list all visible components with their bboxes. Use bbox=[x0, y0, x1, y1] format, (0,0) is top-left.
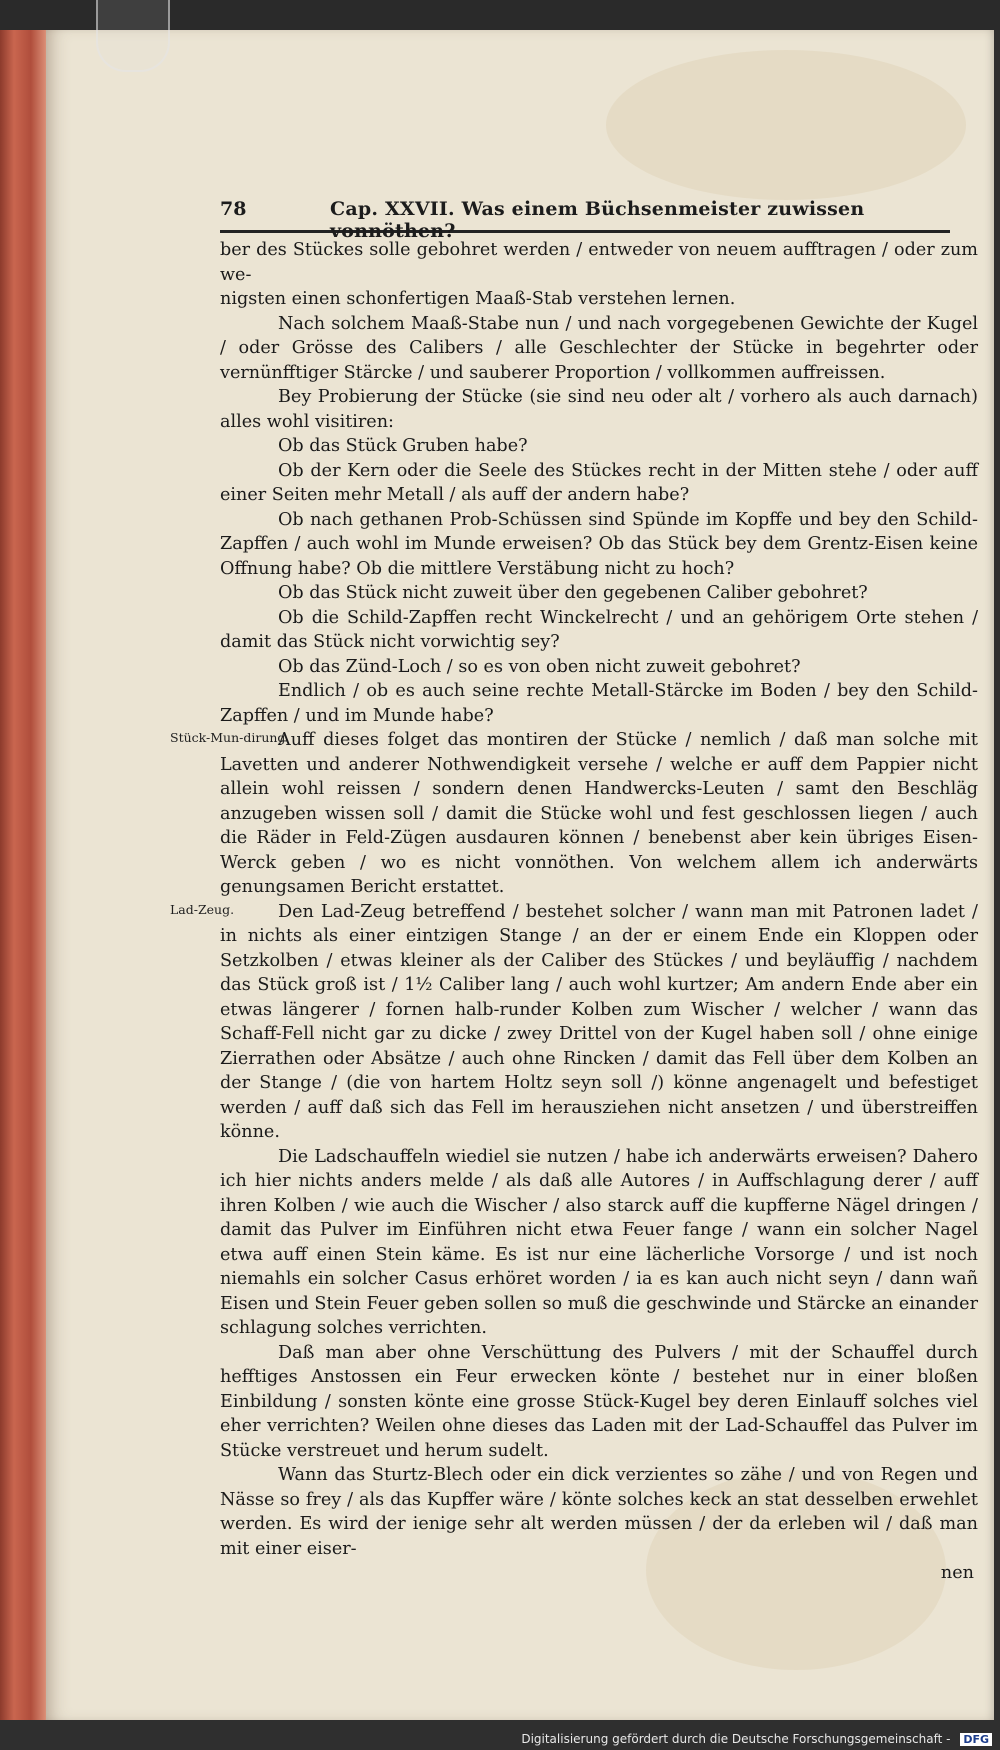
margin-note: Stück-Mun-dirung. bbox=[170, 730, 290, 745]
body-text bbox=[170, 238, 978, 1586]
running-head: Cap. XXVII. Was einem Büchsenmeister zuwissen vonnöthen? bbox=[330, 198, 865, 242]
page-clip bbox=[96, 0, 170, 72]
question-line: Ob das Zünd-Loch / so es von oben nicht zuweit gebohret? bbox=[278, 656, 801, 677]
paragraph-with-note bbox=[170, 900, 978, 1145]
paragraph-with-note bbox=[170, 728, 978, 900]
credit-text: Digitalisierung gefördert durch die Deutsche Forschungsgemeinschaft - bbox=[521, 1732, 951, 1746]
paragraph: Den Lad-Zeug betreffend / bestehet solcher / wann man mit Patronen ladet / in nichts als einer eintzigen Stange / an der er einem Ende ein Kloppen oder Setzkolben / etwas kleiner als der Caliber des Stückes / und beyläuffig / nachdem das Stück groß ist / 1½ Caliber lang / auch wohl kurtzer; Am andern Ende aber ein etwas längerer / fornen halb-runder Kolben zum Wischer / welcher / wann das Schaff-Fell nicht gar zu dicke / zwey Drittel von der Kugel haben soll / ohne einige Zierrathen oder Absätze / auch ohne Rincken / damit das Fell über dem Kolben an der Stange / (die von hartem Holtz seyn soll /) könne angenagelt und befestiget werden / auff daß sich das Fell im herausziehen nicht ansetzen / und überstreiffen könne. bbox=[220, 901, 978, 1142]
page-number: 78 bbox=[220, 198, 247, 220]
question-line: Ob die Schild-Zapffen recht Winckelrecht / und an gehörigem Orte stehen / damit das Stück nicht vorwichtig sey? bbox=[220, 607, 978, 652]
paragraph: Nach solchem Maaß-Stabe nun / und nach vorgegebenen Gewichte der Kugel / oder Grösse des Calibers / alle Geschlechter der Stücke in begehrter oder vernünfftiger Stärcke / und sauberer Proportion / vollkommen auffreissen. bbox=[220, 313, 978, 383]
digitization-credit bbox=[521, 1732, 992, 1746]
page-header bbox=[220, 196, 950, 242]
margin-note: Lad-Zeug. bbox=[170, 901, 235, 917]
question-line: Ob das Stück Gruben habe? bbox=[278, 436, 528, 456]
paragraph: Bey Probierung der Stücke (sie sind neu oder alt / vorhero als auch darnach) alles wohl visitiren: bbox=[220, 387, 978, 432]
question-line: Ob das Stück nicht zuweit über den gegebenen Caliber gebohret? bbox=[278, 583, 868, 603]
paragraph: Auff dieses folget das montiren der Stücke / nemlich / daß man solche mit Lavetten und anderer Nothwendigkeit versehe / welche er auff dem Pappier nicht allein wohl reissen / sondern denen Handwercks-Leuten / samt den Beschläg anzugeben wissen soll / damit die Stücke wohl und fest geschlossen liegen / auch die Räder in Feld-Zügen ausdauren können / benebenst aber kein übriges Eisen-Werck geben / wo es nicht vonnöthen. Von welchem allem ich anderwärts genungsamen Bericht erstattet. bbox=[220, 730, 978, 897]
question-line: Ob nach gethanen Prob-Schüssen sind Spünde im Kopffe und bey den Schild-Zapffen / auch wohl im Munde erweisen? Ob das Stück bey dem Grentz-Eisen keine Offnung habe? Ob die mittlere Verstäbung nicht zu hoch? bbox=[220, 509, 978, 579]
text-line: ber des Stückes solle gebohret werden / entweder von neuem aufftragen / oder zum we- bbox=[220, 240, 978, 285]
question-line: Ob der Kern oder die Seele des Stückes recht in der Mitten stehe / oder auff einer Seiten mehr Metall / als auff der andern habe? bbox=[220, 460, 978, 505]
paragraph: Daß man aber ohne Verschüttung des Pulvers / mit der Schauffel durch hefftiges Anstossen ein Feur erwecken könte / bestehet nur in einer bloßen Einbildung / sonsten könte eine grosse Stück-Kugel bey deren Einlauff solches viel eher verrichten? Weilen ohne dieses das Laden mit der Lad-Schauffel das Pulver im Stücke verstreuet und herum sudelt. bbox=[220, 1342, 978, 1461]
catchword: nen bbox=[940, 1563, 974, 1583]
dfg-logo: DFG bbox=[960, 1733, 992, 1746]
question-line: Endlich / ob es auch seine rechte Metall-Stärcke im Boden / bey den Schild-Zapffen / und im Munde habe? bbox=[220, 681, 978, 726]
paper-stain bbox=[606, 50, 966, 200]
paragraph: Wann das Sturtz-Blech oder ein dick verzientes so zähe / und von Regen und Nässe so frey / als das Kupffer wäre / könte solches keck an stat desselben erwehlet werden. Es wird der ienige sehr alt werden müssen / der da erleben wil / daß man mit einer eiser- bbox=[220, 1465, 978, 1559]
paragraph: Die Ladschauffeln wiediel sie nutzen / habe ich anderwärts erweisen? Dahero ich hier nichts anders melde / als daß alle Autores / in Auffschlagung derer / auff ihren Kolben / wie auch die Wischer / also starck auff die kupfferne Nägel dringen / damit das Pulver im Einführen nicht etwa Feuer fange / wann ein solcher Nagel etwa auff einen Stein käme. Es ist nur eine lächerliche Vorsorge / und ist noch niemahls ein solcher Casus erhöret worden / ia es kan auch nicht seyn / dann wañ Eisen und Stein Feuer geben sollen so muß die geschwinde und Stärcke an einander schlagung solches verrichten. bbox=[220, 1146, 978, 1338]
text-line: nigsten einen schonfertigen Maaß-Stab verstehen lernen. bbox=[220, 289, 736, 309]
